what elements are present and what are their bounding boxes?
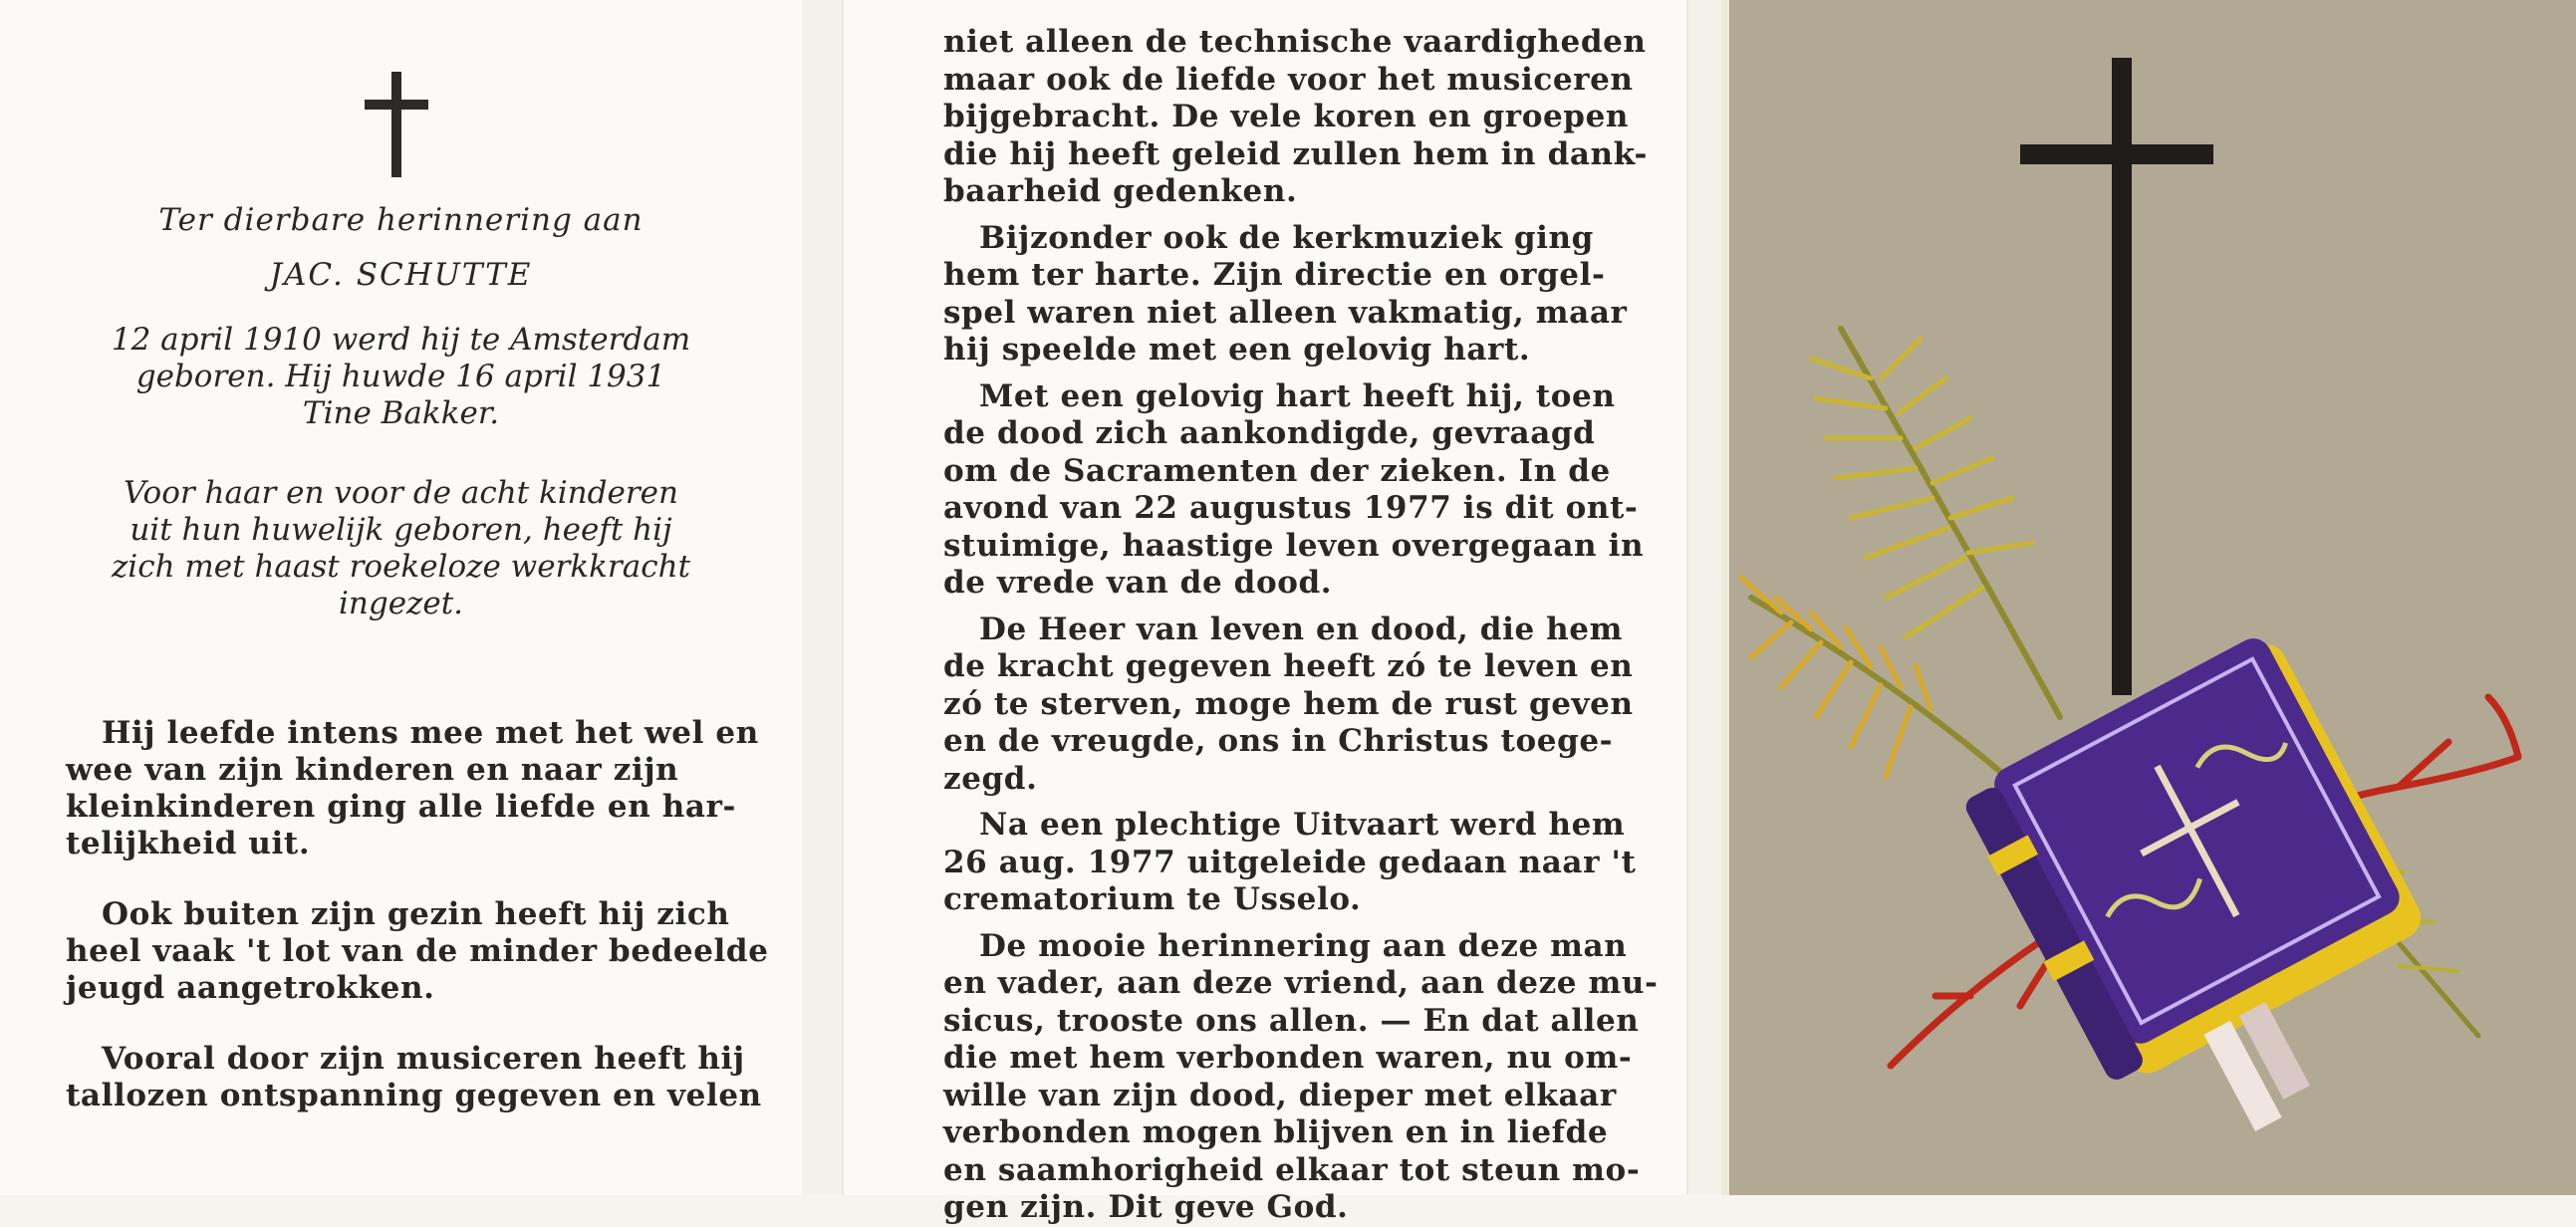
text-line: Vooral door zijn musiceren heeft hij bbox=[102, 1041, 745, 1077]
text-line: verbonden mogen blijven en in liefde bbox=[943, 1114, 1609, 1150]
text-line: de vrede van de dood. bbox=[943, 565, 1333, 601]
text-line: zich met haast roekeloze werkkracht bbox=[111, 549, 691, 585]
text-line: Ook buiten zijn gezin heeft hij zich bbox=[102, 896, 730, 932]
text-line: avond van 22 augustus 1977 is dit ont- bbox=[943, 490, 1639, 526]
intro-line: Ter dierbare herinnering aan bbox=[158, 202, 644, 238]
text-line: Voor haar en voor de acht kinderen bbox=[124, 475, 678, 511]
text-line: stuimige, haastige leven overgegaan in bbox=[943, 527, 1645, 564]
biography-text bbox=[943, 24, 1659, 1227]
text-line: die hij heeft geleid zullen hem in dank- bbox=[943, 135, 1648, 172]
paragraph-music bbox=[66, 1041, 762, 1114]
text-line: telijkheid uit. bbox=[66, 826, 311, 861]
text-line: wille van zijn dood, dieper met elkaar bbox=[943, 1077, 1617, 1113]
text-line: geboren. Hij huwde 16 april 1931 bbox=[135, 359, 666, 394]
text-line: hem ter harte. Zijn directie en orgel- bbox=[943, 257, 1606, 293]
deceased-name: JAC. SCHUTTE bbox=[269, 257, 533, 293]
text-line: en vader, aan deze vriend, aan deze mu- bbox=[943, 965, 1659, 1001]
text-line: Met een gelovig hart heeft hij, toen bbox=[979, 377, 1616, 414]
text-line: Na een plechtige Uitvaart werd hem bbox=[979, 807, 1626, 843]
text-line: de kracht gegeven heeft zó te leven en bbox=[943, 648, 1634, 684]
cross-icon bbox=[365, 72, 428, 177]
paragraph-youth bbox=[66, 896, 769, 1007]
text-line: Tine Bakker. bbox=[302, 395, 500, 431]
text-line: en saamhorigheid elkaar tot steun mo- bbox=[943, 1151, 1641, 1188]
devotion-text bbox=[40, 475, 762, 622]
text-line: De Heer van leven en dood, die hem bbox=[979, 611, 1624, 647]
text-line: tallozen ontspanning gegeven en velen bbox=[66, 1078, 762, 1113]
text-line: niet alleen de technische vaardigheden bbox=[943, 24, 1647, 60]
left-panel bbox=[0, 0, 802, 1195]
right-panel-illustration bbox=[1721, 0, 2576, 1195]
text-line: en de vreugde, ons in Christus toege- bbox=[943, 723, 1614, 759]
text-line: gen zijn. Dit geve God. bbox=[943, 1189, 1349, 1225]
text-line: Bijzonder ook de kerkmuziek ging bbox=[979, 219, 1594, 256]
text-line: ingezet. bbox=[338, 586, 464, 621]
text-line: 12 april 1910 werd hij te Amsterdam bbox=[111, 322, 691, 358]
middle-panel bbox=[842, 0, 1688, 1225]
text-line: maar ook de liefde voor het musiceren bbox=[943, 61, 1634, 98]
text-line: Hij leefde intens mee met het wel en bbox=[102, 715, 759, 751]
text-line: baarheid gedenken. bbox=[943, 173, 1298, 209]
text-line: zegd. bbox=[943, 760, 1038, 797]
text-line: kleinkinderen ging alle liefde en har- bbox=[66, 789, 736, 825]
text-line: de dood zich aankondigde, gevraagd bbox=[943, 415, 1596, 451]
text-line: wee van zijn kinderen en naar zijn bbox=[66, 752, 679, 788]
cross-icon bbox=[2020, 58, 2213, 695]
text-line: die met hem verbonden waren, nu om- bbox=[943, 1040, 1633, 1076]
text-line: sicus, trooste ons allen. — En dat allen bbox=[943, 1002, 1640, 1039]
text-line: om de Sacramenten der zieken. In de bbox=[943, 452, 1611, 489]
religious-illustration bbox=[1721, 0, 2576, 1195]
text-line: crematorium te Usselo. bbox=[943, 881, 1362, 917]
text-line: 26 aug. 1977 uitgeleide gedaan naar 't bbox=[943, 844, 1637, 880]
text-line: spel waren niet alleen vakmatig, maar bbox=[943, 294, 1628, 331]
text-line: De mooie herinnering aan deze man bbox=[979, 927, 1628, 964]
text-line: hij speelde met een gelovig hart. bbox=[943, 332, 1531, 368]
paragraph-grandchildren bbox=[66, 715, 759, 862]
bible-icon bbox=[1954, 627, 2475, 1182]
text-line: heel vaak 't lot van de minder bedeelde bbox=[66, 933, 769, 969]
text-line: jeugd aangetrokken. bbox=[66, 970, 435, 1006]
birth-marriage-text bbox=[40, 322, 762, 432]
text-line: zó te sterven, moge hem de rust geven bbox=[943, 685, 1634, 722]
text-line: uit hun huwelijk geboren, heeft hij bbox=[129, 512, 672, 548]
text-line: bijgebracht. De vele koren en groepen bbox=[943, 99, 1630, 134]
